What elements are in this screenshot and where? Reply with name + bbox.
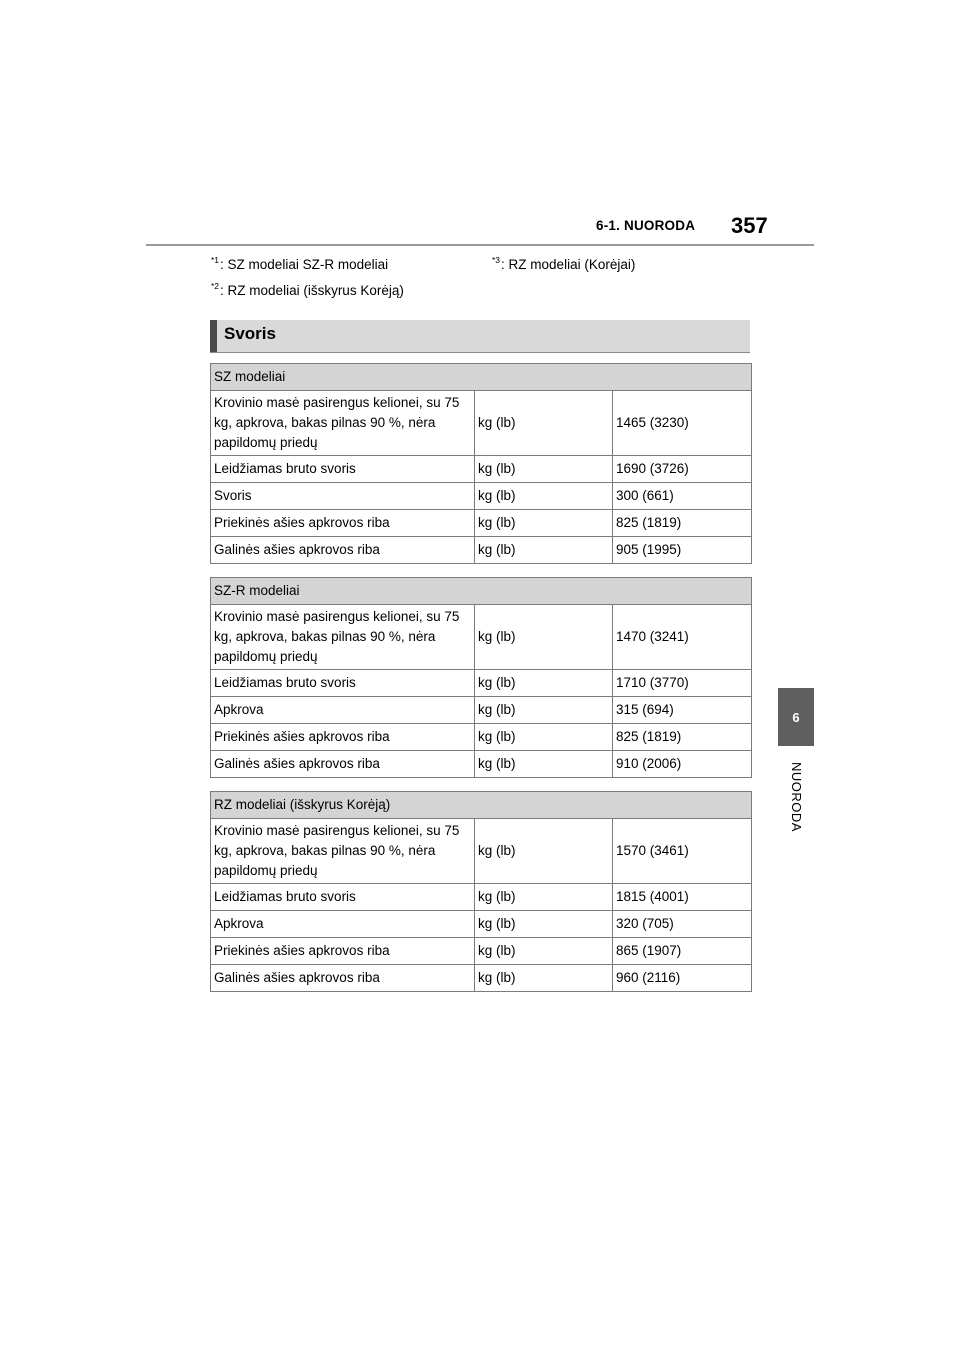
row-label: Krovinio masė pasirengus kelionei, su 75 kg, apkrova, bakas pilnas 90 %, nėra papildomų priedų: [211, 819, 475, 884]
row-unit: kg (lb): [475, 697, 613, 724]
row-unit: kg (lb): [475, 670, 613, 697]
row-label: Leidžiamas bruto svoris: [211, 456, 475, 483]
row-label: Leidžiamas bruto svoris: [211, 670, 475, 697]
footnote-text: : RZ modeliai (išskyrus Korėją): [220, 283, 404, 298]
table-row: [211, 670, 752, 697]
table-row: [211, 697, 752, 724]
footnote-mark: *1: [211, 255, 220, 265]
row-value: 960 (2116): [613, 965, 752, 992]
section-marker: [210, 320, 217, 352]
chapter-label: [782, 762, 810, 842]
footnote-1: [211, 255, 388, 272]
section-heading: 6-1. NUORODA: [596, 218, 696, 233]
row-value: 320 (705): [613, 911, 752, 938]
row-unit: kg (lb): [475, 819, 613, 884]
table-row: [211, 938, 752, 965]
row-value: 1690 (3726): [613, 456, 752, 483]
table-row: [211, 911, 752, 938]
row-unit: kg (lb): [475, 751, 613, 778]
table-row: [211, 391, 752, 456]
chapter-label-text: NUORODA: [789, 762, 804, 832]
row-label: Apkrova: [211, 911, 475, 938]
row-value: 865 (1907): [613, 938, 752, 965]
table-title: RZ modeliai (išskyrus Korėją): [211, 792, 752, 819]
table-title: SZ-R modeliai: [211, 578, 752, 605]
table-row: [211, 537, 752, 564]
footnote-text: : SZ modeliai SZ-R modeliai: [220, 257, 389, 272]
table-row: [211, 483, 752, 510]
row-label: Priekinės ašies apkrovos riba: [211, 510, 475, 537]
row-value: 300 (661): [613, 483, 752, 510]
table-row: [211, 724, 752, 751]
footnote-mark: *3: [492, 255, 501, 265]
row-unit: kg (lb): [475, 456, 613, 483]
row-label: Svoris: [211, 483, 475, 510]
weight-table-rz: [210, 791, 752, 992]
row-label: Priekinės ašies apkrovos riba: [211, 938, 475, 965]
section-title: Svoris: [224, 324, 276, 343]
row-value: 825 (1819): [613, 510, 752, 537]
row-label: Apkrova: [211, 697, 475, 724]
row-value: 315 (694): [613, 697, 752, 724]
table-row: [211, 819, 752, 884]
row-label: Galinės ašies apkrovos riba: [211, 537, 475, 564]
page-number: 357: [731, 213, 768, 238]
table-row: [211, 884, 752, 911]
chapter-tab: 6: [778, 688, 814, 746]
row-value: 1470 (3241): [613, 605, 752, 670]
row-unit: kg (lb): [475, 938, 613, 965]
table-row: [211, 605, 752, 670]
table-row: [211, 510, 752, 537]
row-label: Leidžiamas bruto svoris: [211, 884, 475, 911]
row-unit: kg (lb): [475, 605, 613, 670]
table-row: [211, 751, 752, 778]
row-unit: kg (lb): [475, 724, 613, 751]
row-value: 1570 (3461): [613, 819, 752, 884]
row-value: 1815 (4001): [613, 884, 752, 911]
footnote-2: [211, 281, 404, 298]
row-value: 1710 (3770): [613, 670, 752, 697]
row-label: Galinės ašies apkrovos riba: [211, 965, 475, 992]
row-unit: kg (lb): [475, 537, 613, 564]
row-unit: kg (lb): [475, 911, 613, 938]
table-title: SZ modeliai: [211, 364, 752, 391]
row-unit: kg (lb): [475, 965, 613, 992]
row-label: Krovinio masė pasirengus kelionei, su 75 kg, apkrova, bakas pilnas 90 %, nėra papildomų priedų: [211, 391, 475, 456]
weight-table-sz: [210, 363, 752, 564]
weight-table-sz-r: [210, 577, 752, 778]
row-unit: kg (lb): [475, 391, 613, 456]
row-value: 1465 (3230): [613, 391, 752, 456]
row-unit: kg (lb): [475, 483, 613, 510]
row-unit: kg (lb): [475, 884, 613, 911]
row-value: 910 (2006): [613, 751, 752, 778]
section-title-bar: [210, 320, 750, 353]
row-label: Galinės ašies apkrovos riba: [211, 751, 475, 778]
footnote-mark: *2: [211, 281, 220, 291]
table-row: [211, 456, 752, 483]
row-unit: kg (lb): [475, 510, 613, 537]
footnote-text: : RZ modeliai (Korėjai): [501, 257, 636, 272]
row-value: 905 (1995): [613, 537, 752, 564]
row-value: 825 (1819): [613, 724, 752, 751]
row-label: Priekinės ašies apkrovos riba: [211, 724, 475, 751]
row-label: Krovinio masė pasirengus kelionei, su 75 kg, apkrova, bakas pilnas 90 %, nėra papildomų priedų: [211, 605, 475, 670]
header-divider: [146, 244, 814, 246]
footnote-3: [492, 255, 635, 272]
table-row: [211, 965, 752, 992]
